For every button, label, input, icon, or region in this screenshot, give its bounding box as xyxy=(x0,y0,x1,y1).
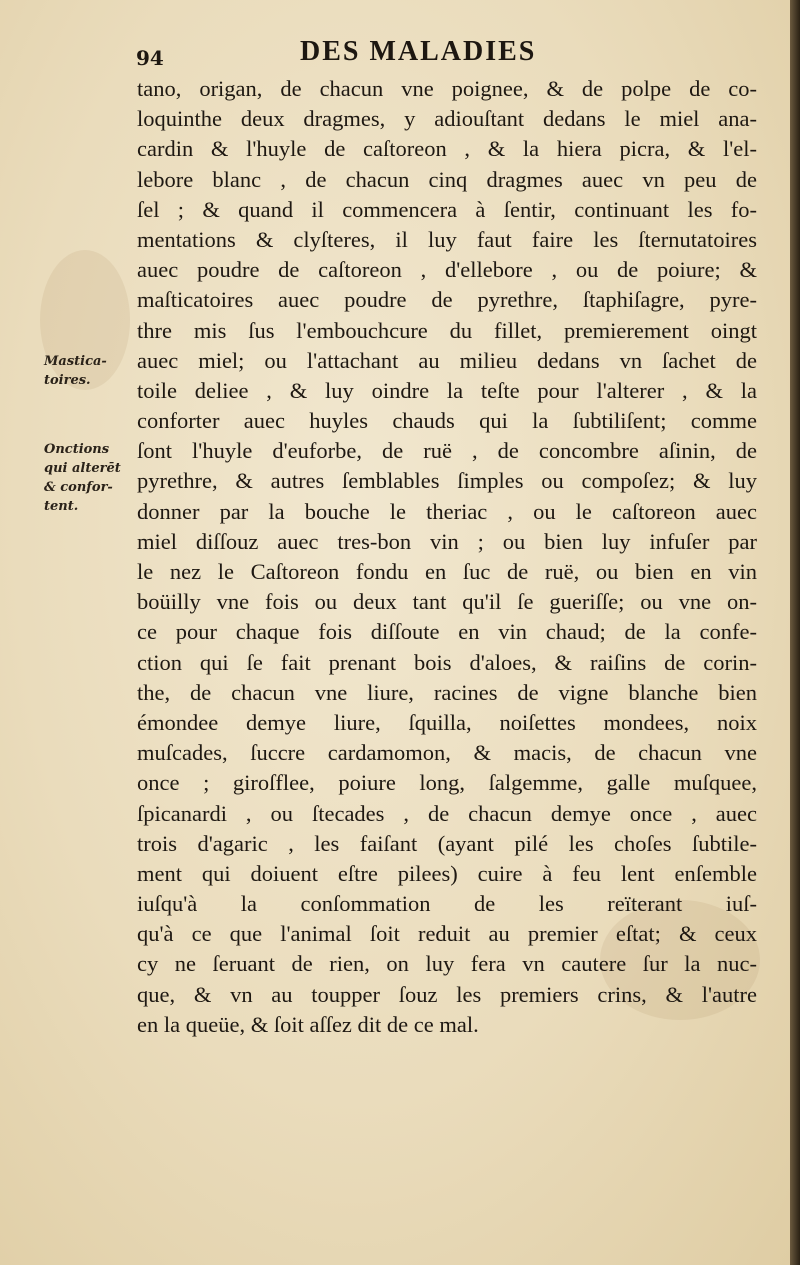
text-line: loquinthe deux dragmes, y adiouſtant dedans le miel ana- xyxy=(137,106,757,132)
text-line: toile deliee , & luy oindre la teſte pour l'alterer , & la xyxy=(137,377,757,403)
text-line: cy ne ſeruant de rien, on luy fera vn cautere ſur la nuc- xyxy=(137,951,757,977)
text-line: en la queüe, & ſoit aſſez dit de ce mal. xyxy=(137,1011,479,1037)
body-text xyxy=(137,74,757,1040)
margin-note-masticatoires: Mastica- toires. xyxy=(44,354,107,388)
text-line: auec miel; ou l'attachant au milieu dedans vn ſachet de xyxy=(137,347,757,373)
text-line: auec poudre de caſtoreon , d'ellebore , ou de poiure; & xyxy=(137,257,757,283)
running-title: DES MALADIES xyxy=(300,36,537,67)
text-line: ſel ; & quand il commencera à ſentir, continuant les fo- xyxy=(137,196,757,222)
page-gutter-edge xyxy=(790,0,800,1265)
text-line: que, & vn au toupper ſouz les premiers crins, & l'autre xyxy=(137,981,757,1007)
margin-note-onctions: Onctions qui alterēt & confor- tent. xyxy=(44,442,121,514)
text-line: muſcades, ſuccre cardamomon, & macis, de chacun vne xyxy=(137,740,757,766)
text-line: maſticatoires auec poudre de pyrethre, ſtaphiſagre, pyre- xyxy=(137,287,757,313)
text-line: once ; giroſflee, poiure long, ſalgemme, galle muſquee, xyxy=(137,770,757,796)
text-line: thre mis ſus l'embouchcure du fillet, premierement oingt xyxy=(137,317,757,343)
text-line: lebore blanc , de chacun cinq dragmes auec vn peu de xyxy=(137,166,757,192)
text-line: le nez le Caſtoreon fondu en ſuc de ruë, ou bien en vin xyxy=(137,559,757,584)
text-line: ſont l'huyle d'euforbe, de ruë , de concombre aſinin, de xyxy=(137,438,757,464)
text-line: tano, origan, de chacun vne poignee, & de polpe de co- xyxy=(137,76,757,101)
text-line: miel diſſouz auec tres-bon vin ; ou bien luy infuſer par xyxy=(137,528,757,554)
page-header xyxy=(0,32,790,72)
text-line: ction qui ſe fait prenant bois d'aloes, & raiſins de corin- xyxy=(137,649,757,675)
text-line: donner par la bouche le theriac , ou le caſtoreon auec xyxy=(137,498,757,524)
text-line: pyrethre, & autres ſemblables ſimples ou compoſez; & luy xyxy=(137,468,757,494)
text-line: ment qui doiuent eſtre pilees) cuire à feu lent enſemble xyxy=(137,860,757,886)
text-line: qu'à ce que l'animal ſoit reduit au premier eſtat; & ceux xyxy=(137,921,757,947)
text-line: ſpicanardi , ou ſtecades , de chacun demye once , auec xyxy=(137,800,757,826)
text-line: trois d'agaric , les faiſant (ayant pilé les choſes ſubtile- xyxy=(137,830,757,856)
text-line: conforter auec huyles chauds qui la ſubtiliſent; comme xyxy=(137,408,757,434)
text-line: the, de chacun vne liure, racines de vigne blanche bien xyxy=(137,679,757,705)
text-line: émondee demye liure, ſquilla, noiſettes mondees, noix xyxy=(137,709,757,735)
text-line: boüilly vne fois ou deux tant qu'il ſe gueriſſe; ou vne on- xyxy=(137,589,757,615)
page-number: 94 xyxy=(136,46,164,70)
text-line: cardin & l'huyle de caſtoreon , & la hiera picra, & l'el- xyxy=(137,136,757,162)
text-line: mentations & clyſteres, il luy faut faire les ſternutatoires xyxy=(137,226,757,252)
text-line: iuſqu'à la conſommation de les reïterant iuſ- xyxy=(137,891,757,917)
text-line: ce pour chaque fois diſſoute en vin chaud; de la confe- xyxy=(137,619,757,645)
